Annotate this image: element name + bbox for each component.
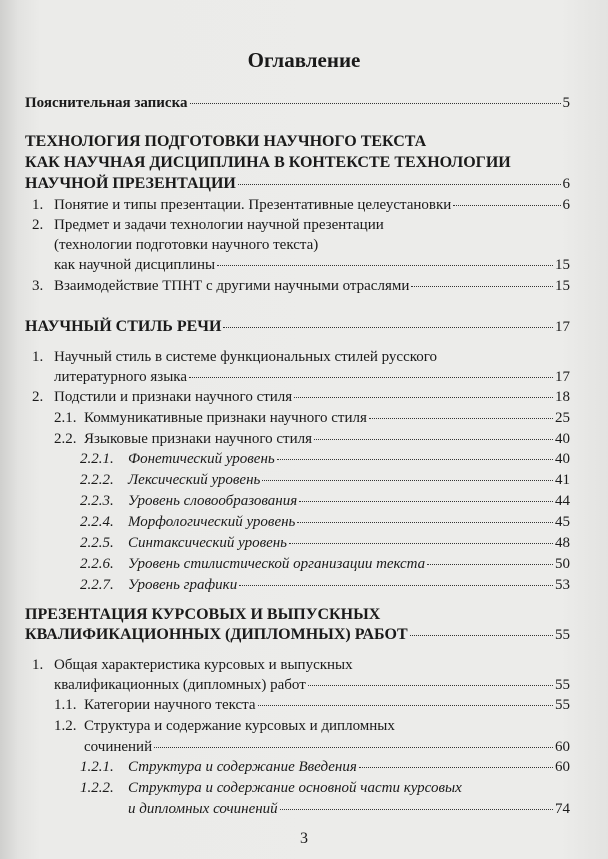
toc-entry-page: 55 (555, 627, 570, 643)
toc-entry-number: 2.1. (54, 410, 77, 426)
dot-leader (411, 286, 553, 287)
toc-entry-text: Общая характеристика курсовых и выпускных (54, 657, 353, 673)
toc-entry[interactable] (54, 676, 570, 694)
dot-leader (190, 103, 561, 104)
toc-entry-text: Предмет и задачи технологии научной презентации (54, 217, 384, 233)
dot-leader (280, 809, 553, 810)
toc-entry-number: 1.1. (54, 697, 77, 713)
toc-entry-page: 15 (555, 257, 570, 273)
dot-leader (217, 265, 553, 266)
toc-entry-text: Синтаксический уровень (128, 535, 288, 551)
toc-entry-number: 2.2.6. (80, 556, 114, 572)
dot-leader (410, 635, 553, 636)
toc-entry-line (32, 348, 437, 366)
toc-entry-line: (технологии подготовки научного текста) (54, 237, 319, 253)
toc-entry-text: Морфологический уровень (128, 514, 296, 530)
toc-entry-page: 25 (555, 410, 570, 426)
toc-entry-text: Структура и содержание основной части курсовых (128, 780, 462, 796)
toc-entry-text: Структура и содержание Введения (128, 759, 357, 775)
toc-entry-page: 50 (555, 556, 570, 572)
toc-entry-line (80, 779, 462, 797)
toc-entry[interactable] (54, 430, 570, 448)
toc-entry[interactable] (80, 576, 570, 594)
toc-entry[interactable] (80, 555, 570, 573)
toc-entry-page: 45 (555, 514, 570, 530)
toc-entry[interactable] (84, 738, 570, 756)
toc-entry-page: 17 (555, 319, 570, 335)
dot-leader (359, 767, 553, 768)
toc-entry-text: Уровень стилистической организации текста (128, 556, 426, 572)
toc-entry[interactable] (32, 388, 570, 406)
toc-entry-text: Взаимодействие ТПНТ с другими научными отраслями (54, 278, 410, 294)
toc-entry-number: 2.2.7. (80, 577, 114, 593)
toc-entry-section-2[interactable] (25, 318, 570, 336)
dot-leader (189, 377, 553, 378)
toc-entry[interactable] (80, 534, 570, 552)
toc-entry-line (32, 216, 384, 234)
toc-entry[interactable] (32, 277, 570, 295)
toc-entry[interactable] (32, 196, 570, 214)
toc-entry-number: 2.2. (54, 431, 77, 447)
toc-entry[interactable] (80, 758, 570, 776)
toc-entry-text: и дипломных сочинений (128, 801, 278, 817)
toc-entry-page: 55 (555, 677, 570, 693)
toc-entry-page: 74 (555, 801, 570, 817)
toc-entry[interactable] (54, 696, 570, 714)
toc-entry-text: как научной дисциплины (54, 257, 216, 273)
toc-entry-page: 55 (555, 697, 570, 713)
toc-entry-number: 1. (32, 197, 44, 213)
toc-entry-number: 2.2.4. (80, 514, 114, 530)
section-heading-line: ТЕХНОЛОГИЯ ПОДГОТОВКИ НАУЧНОГО ТЕКСТА (25, 133, 427, 150)
toc-entry-number: 1.2.2. (80, 780, 114, 796)
toc-entry-page: 15 (555, 278, 570, 294)
toc-entry-page: 60 (555, 739, 570, 755)
toc-entry-number: 2. (32, 217, 44, 233)
dot-leader (294, 397, 553, 398)
toc-entry[interactable] (80, 471, 570, 489)
toc-entry-text: Подстили и признаки научного стиля (54, 389, 293, 405)
toc-entry-text: Языковые признаки научного стиля (84, 431, 312, 447)
toc-entry-page: 40 (555, 431, 570, 447)
toc-entry[interactable] (54, 368, 570, 386)
section-heading-line: КВАЛИФИКАЦИОННЫХ (ДИПЛОМНЫХ) РАБОТ (25, 626, 408, 643)
dot-leader (262, 480, 553, 481)
toc-entry-number: 1.2. (54, 718, 77, 734)
toc-entry-number: 2.2.2. (80, 472, 114, 488)
toc-entry-text: литературного языка (54, 369, 188, 385)
dot-leader (427, 564, 553, 565)
toc-entry-page: 17 (555, 369, 570, 385)
dot-leader (453, 205, 560, 206)
toc-entry-text: сочинений (84, 739, 153, 755)
toc-entry-text: НАУЧНЫЙ СТИЛЬ РЕЧИ (25, 318, 222, 335)
dot-leader (308, 685, 553, 686)
toc-entry-text: Категории научного текста (84, 697, 256, 713)
toc-entry-line (32, 656, 353, 674)
toc-entry-number: 1. (32, 657, 44, 673)
toc-entry-section-3[interactable] (25, 626, 570, 644)
toc-entry[interactable] (80, 513, 570, 531)
toc-entry[interactable] (128, 800, 570, 818)
toc-entry-page: 18 (555, 389, 570, 405)
toc-entry-number: 1. (32, 349, 44, 365)
toc-entry-page: 53 (555, 577, 570, 593)
toc-entry-text: Уровень графики (128, 577, 238, 593)
toc-entry-number: 2. (32, 389, 44, 405)
page-number: 3 (300, 830, 308, 847)
toc-entry-number: 2.2.5. (80, 535, 114, 551)
toc-entry-line (54, 717, 395, 735)
dot-leader (297, 522, 553, 523)
toc-entry[interactable] (80, 450, 570, 468)
dot-leader (299, 501, 553, 502)
toc-entry-text: Коммуникативные признаки научного стиля (84, 410, 367, 426)
toc-entry-intro[interactable] (25, 94, 570, 112)
toc-entry-text: Фонетический уровень (128, 451, 275, 467)
toc-entry-text: квалификационных (дипломных) работ (54, 677, 306, 693)
toc-entry-page: 6 (562, 197, 570, 213)
toc-entry-text: Структура и содержание курсовых и дипломных (84, 718, 395, 734)
dot-leader (289, 543, 553, 544)
toc-entry-page: 5 (562, 95, 570, 111)
dot-leader (277, 459, 553, 460)
toc-entry-text: Уровень словообразования (128, 493, 298, 509)
dot-leader (238, 184, 561, 185)
section-heading-line: КАК НАУЧНАЯ ДИСЦИПЛИНА В КОНТЕКСТЕ ТЕХНОЛОГИИ (25, 154, 511, 171)
toc-entry[interactable] (54, 409, 570, 427)
toc-entry[interactable] (80, 492, 570, 510)
section-heading-line: ПРЕЗЕНТАЦИЯ КУРСОВЫХ И ВЫПУСКНЫХ (25, 606, 381, 623)
toc-entry-number: 3. (32, 278, 44, 294)
toc-entry[interactable] (54, 256, 570, 274)
dot-leader (314, 439, 553, 440)
toc-entry-text: Пояснительная записка (25, 95, 188, 111)
page-title: Оглавление (247, 48, 361, 72)
section-heading-line: НАУЧНОЙ ПРЕЗЕНТАЦИИ (25, 175, 236, 192)
toc-entry-page: 40 (555, 451, 570, 467)
toc-entry-section-1[interactable] (25, 175, 570, 193)
toc-entry-text: Лексический уровень (128, 472, 261, 488)
dot-leader (154, 747, 553, 748)
dot-leader (258, 705, 553, 706)
toc-entry-page: 41 (555, 472, 570, 488)
toc-entry-page: 44 (555, 493, 570, 509)
dot-leader (223, 327, 553, 328)
toc-entry-page: 6 (562, 176, 570, 192)
dot-leader (369, 418, 553, 419)
toc-entry-number: 2.2.1. (80, 451, 114, 467)
toc-entry-text: Научный стиль в системе функциональных стилей русского (54, 349, 438, 365)
toc-entry-text: Понятие и типы презентации. Презентативные целеустановки (54, 197, 452, 213)
toc-entry-number: 2.2.3. (80, 493, 114, 509)
toc-entry-number: 1.2.1. (80, 759, 114, 775)
toc-entry-page: 48 (555, 535, 570, 551)
toc-entry-page: 60 (555, 759, 570, 775)
dot-leader (239, 585, 553, 586)
